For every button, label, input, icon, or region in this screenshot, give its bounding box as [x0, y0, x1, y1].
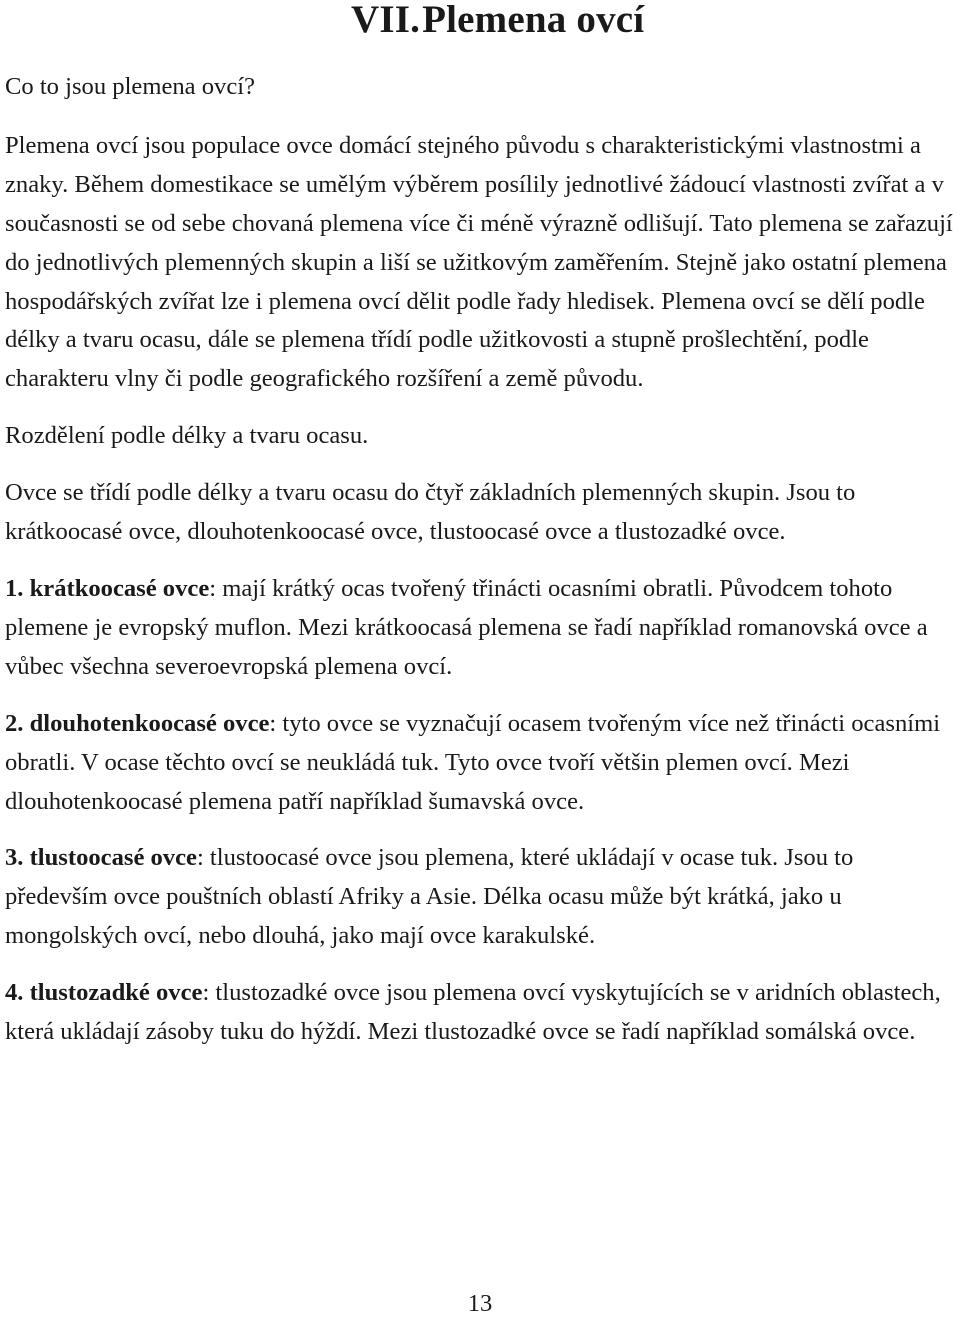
- group-number: 4.: [5, 979, 24, 1007]
- group-number: 3.: [5, 844, 24, 872]
- group-number: 2.: [5, 709, 24, 737]
- section-subheading: Rozdělení podle délky a tvaru ocasu.: [5, 422, 369, 450]
- group-description: : tlustoocasé ovce jsou plemena, které ukládají v ocase tuk. Jsou to především ovce pouštních oblastí Afriky a Asie. Délka ocasu může být krátká, jako u mongolských ovcí, nebo dlouhá, jako mají ovce karakulské.: [5, 844, 854, 950]
- group-name: krátkoocasé ovce: [29, 574, 210, 602]
- group-name: tlustozadké ovce: [29, 979, 203, 1007]
- group-item-2: [5, 705, 955, 822]
- section-question: Co to jsou plemena ovcí?: [5, 73, 255, 100]
- group-item-3: [5, 839, 955, 956]
- document-body: [5, 68, 955, 1052]
- group-name: dlouhotenkoocasé ovce: [29, 709, 270, 737]
- group-number: 1.: [5, 574, 24, 602]
- group-description: : tlustozadké ovce jsou plemena ovcí vyskytujících se v aridních oblastech, která ukládají zásoby tuku do hýždí. Mezi tlustozadké ovce se řadí například somálská ovce.: [5, 979, 941, 1046]
- intro-paragraph: Plemena ovcí jsou populace ovce domácí stejného původu s charakteristickými vlastnostmi a znaky. Během domestikace se umělým výběrem posílily jednotlivé žádoucí vlastnosti zvířat a v současnosti se od sebe chovaná plemena více či méně výrazně odlišují. Tato plemena se zařazují do jednotlivých plemenných skupin a liší se užitkovým zaměřením. Stejně jako ostatní plemena hospodářských zvířat lze i plemena ovcí dělit podle řady hledisek. Plemena ovcí se dělí podle délky a tvaru ocasu, dále se plemena třídí podle užitkovosti a stupně prošlechtění, podle charakteru vlny či podle geografického rozšíření a země původu.: [5, 131, 953, 393]
- chapter-title-text: Plemena ovcí: [422, 0, 645, 41]
- group-description: : mají krátký ocas tvořený třinácti ocasními obratli. Původcem tohoto plemene je evropský muflon. Mezi krátkoocasá plemena se řadí například romanovská ovce a vůbec všechna severoevropská plemena ovcí.: [5, 574, 928, 680]
- chapter-title: [351, 0, 644, 39]
- group-item-4: [5, 974, 955, 1052]
- groups-intro-paragraph: Ovce se třídí podle délky a tvaru ocasu do čtyř základních plemenných skupin. Jsou to krátkoocasé ovce, dlouhotenkoocasé ovce, tlustoocasé ovce a tlustozadké ovce.: [5, 479, 856, 546]
- chapter-number: VII.: [351, 0, 421, 41]
- page-number: 13: [467, 1290, 493, 1317]
- group-description: : tyto ovce se vyznačují ocasem tvořeným více než třinácti ocasními obratli. V ocase těchto ovcí se neukládá tuk. Tyto ovce tvoří většin plemen ovcí. Mezi dlouhotenkoocasé plemena patří například šumavská ovce.: [5, 709, 941, 815]
- group-name: tlustoocasé ovce: [29, 844, 197, 872]
- group-item-1: [5, 570, 955, 687]
